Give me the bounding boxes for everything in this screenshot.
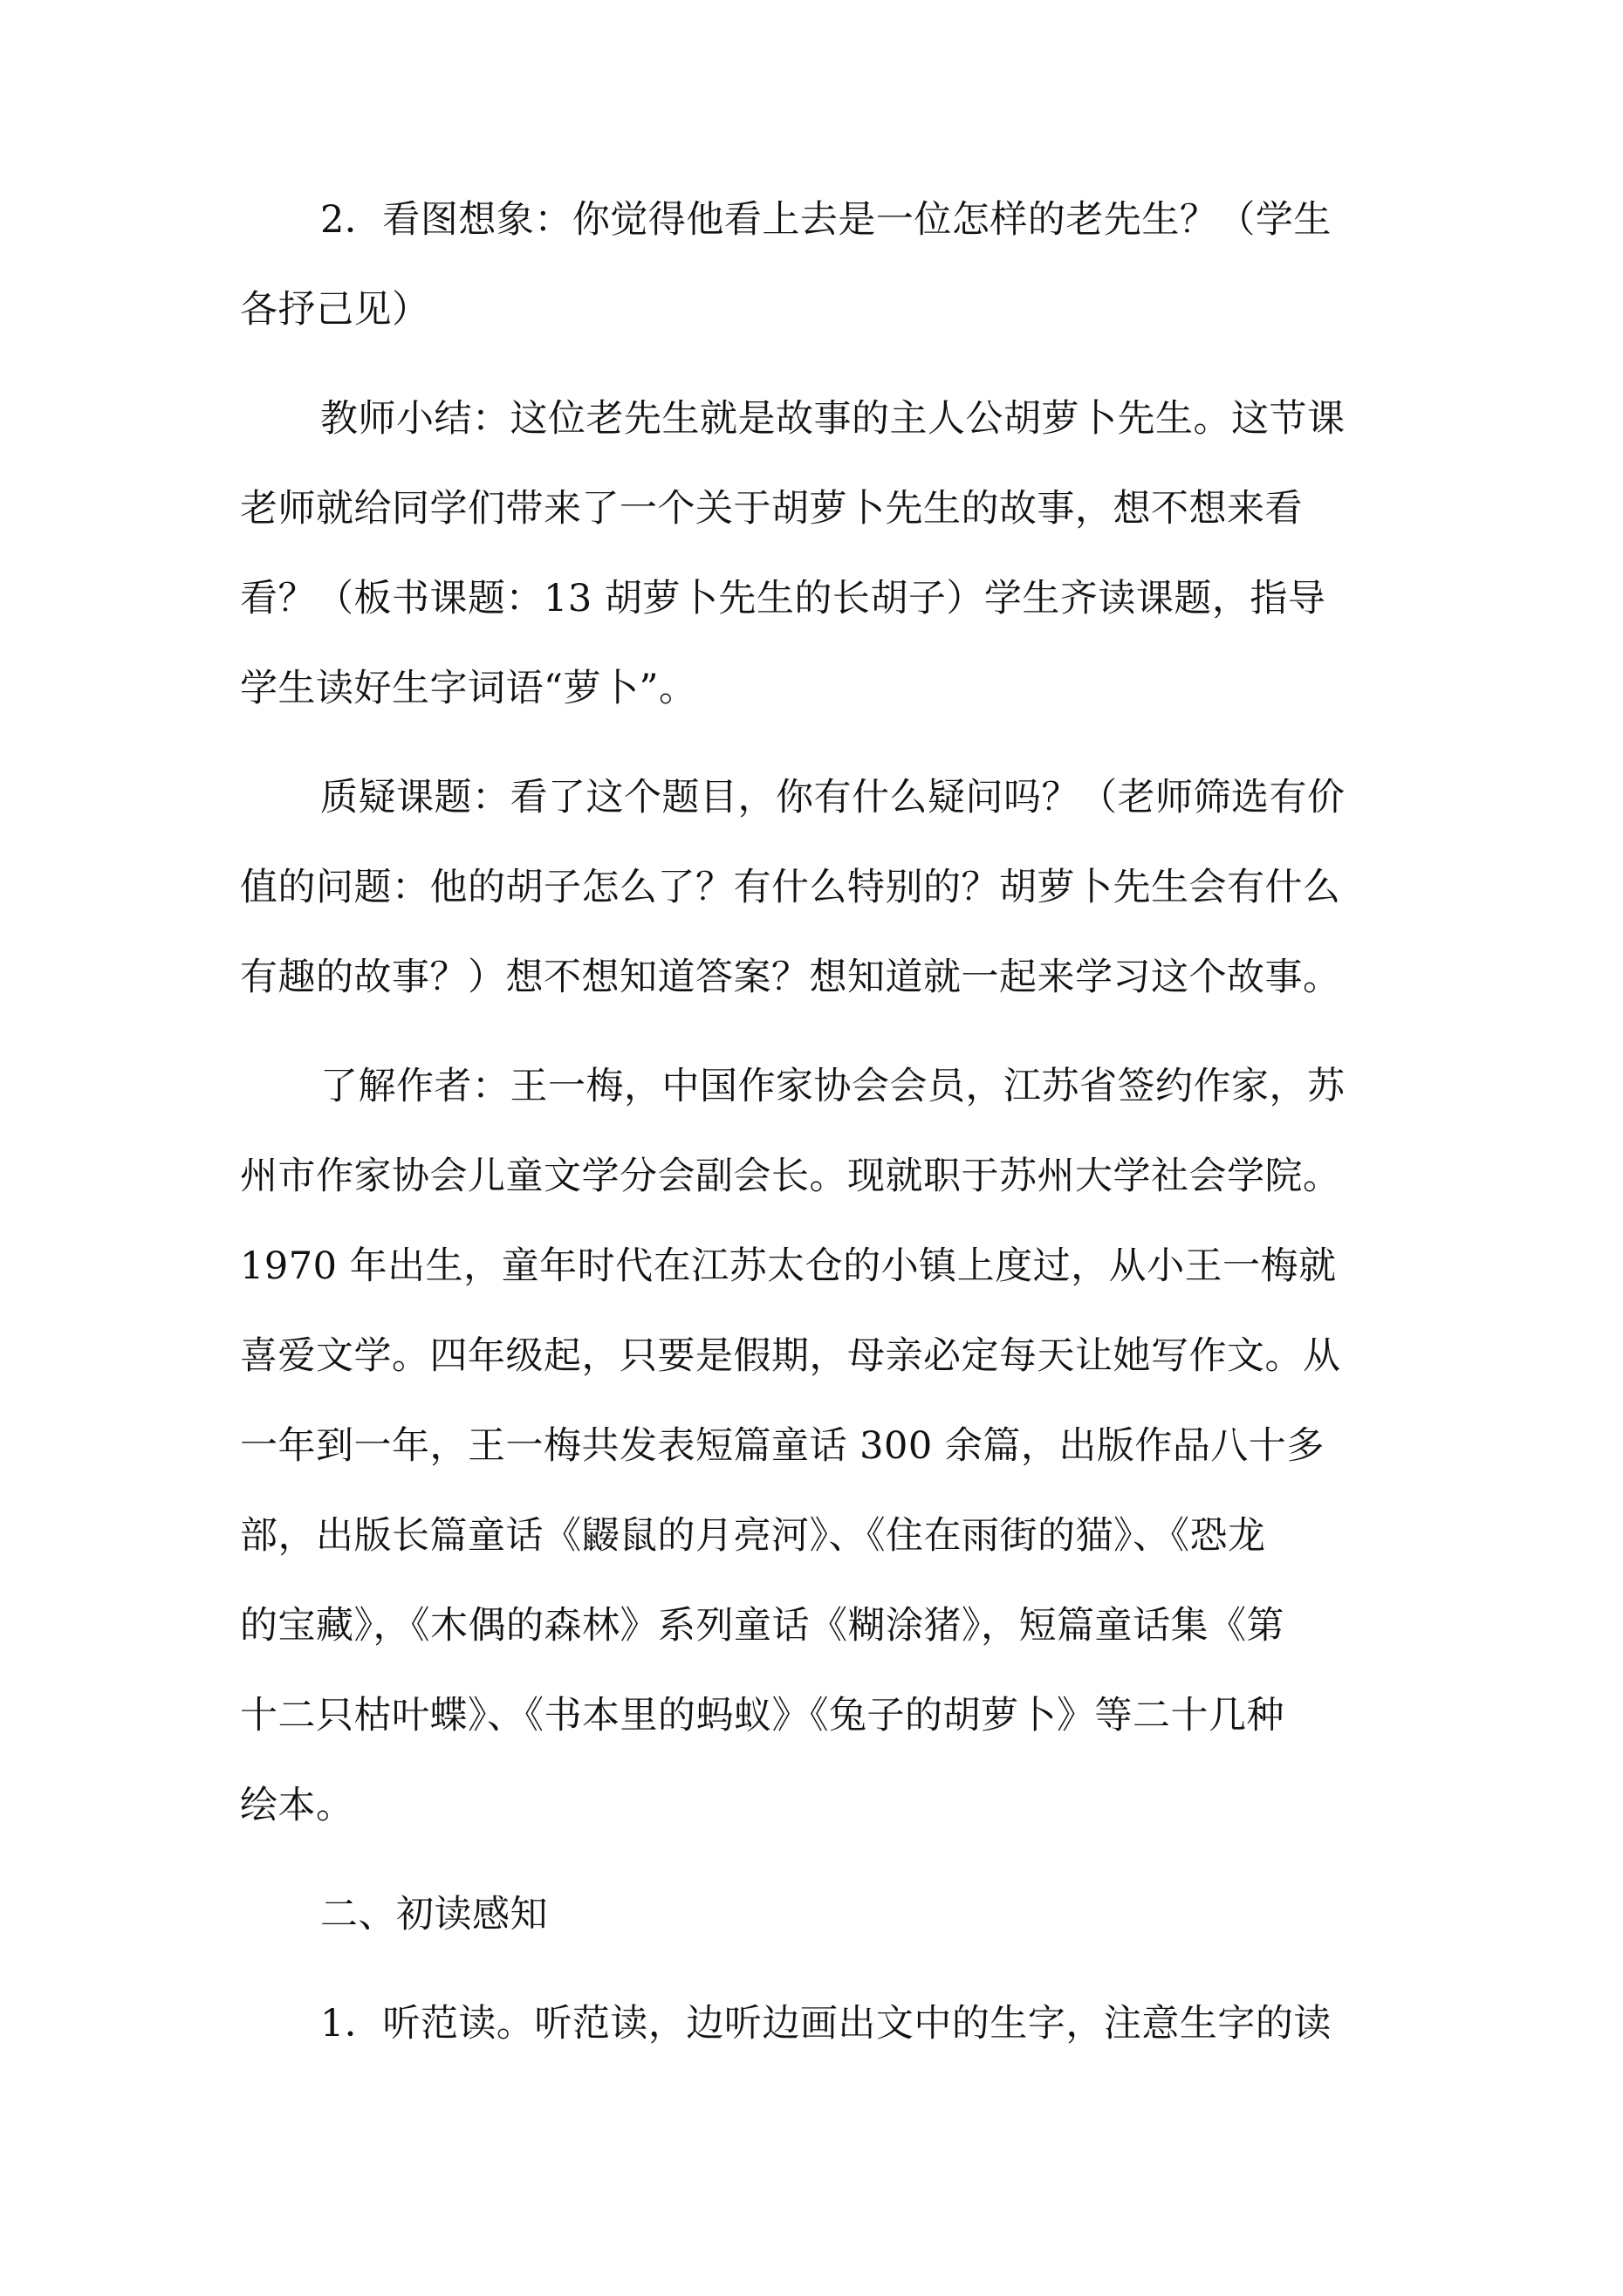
paragraph-3-line-1: 质疑课题：看了这个题目，你有什么疑问吗？（老师筛选有价 (320, 776, 1346, 819)
paragraph-2-line-2: 老师就给同学们带来了一个关于胡萝卜先生的故事，想不想来看 (240, 487, 1303, 531)
section-heading: 二、初读感知 (320, 1893, 548, 1936)
paragraph-4-line-5: 一年到一年，王一梅共发表短篇童话 300 余篇，出版作品八十多 (240, 1424, 1325, 1468)
paragraph-5-line-1: 1．听范读。听范读，边听边画出文中的生字，注意生字的读 (320, 2002, 1332, 2046)
paragraph-4-line-2: 州市作家协会儿童文学分会副会长。现就职于苏州大学社会学院。 (240, 1155, 1341, 1198)
paragraph-1-line-2: 各抒己见） (240, 288, 430, 332)
paragraph-4-line-7: 的宝藏》，《木偶的森林》系列童话《糊涂猪》，短篇童话集《第 (240, 1604, 1284, 1648)
paragraph-4-line-6: 部，出版长篇童话《鼹鼠的月亮河》、《住在雨街的猫》、《恐龙 (240, 1514, 1266, 1558)
paragraph-4-line-4: 喜爱文学。四年级起，只要是假期，母亲必定每天让她写作文。从 (240, 1334, 1341, 1378)
paragraph-4-line-9: 绘本。 (240, 1784, 354, 1827)
paragraph-4-line-1: 了解作者：王一梅，中国作家协会会员，江苏省签约作家，苏 (320, 1065, 1346, 1108)
paragraph-3-line-3: 有趣的故事？）想不想知道答案？想知道就一起来学习这个故事。 (240, 956, 1341, 999)
paragraph-4-line-3: 1970 年出生，童年时代在江苏太仓的小镇上度过，从小王一梅就 (240, 1244, 1337, 1288)
paragraph-2-line-4: 学生读好生字词语“萝卜”。 (240, 667, 697, 710)
paragraph-2-line-1: 教师小结：这位老先生就是故事的主人公胡萝卜先生。这节课 (320, 397, 1346, 441)
paragraph-4-line-8: 十二只枯叶蝶》、《书本里的蚂蚁》《兔子的胡萝卜》等二十几种 (240, 1694, 1284, 1737)
paragraph-1-line-1: 2．看图想象：你觉得他看上去是一位怎样的老先生？（学生 (320, 198, 1332, 242)
paragraph-2-line-3: 看？（板书课题：13 胡萝卜先生的长胡子）学生齐读课题，指导 (240, 577, 1326, 620)
paragraph-3-line-2: 值的问题：他的胡子怎么了？有什么特别的？胡萝卜先生会有什么 (240, 866, 1341, 909)
